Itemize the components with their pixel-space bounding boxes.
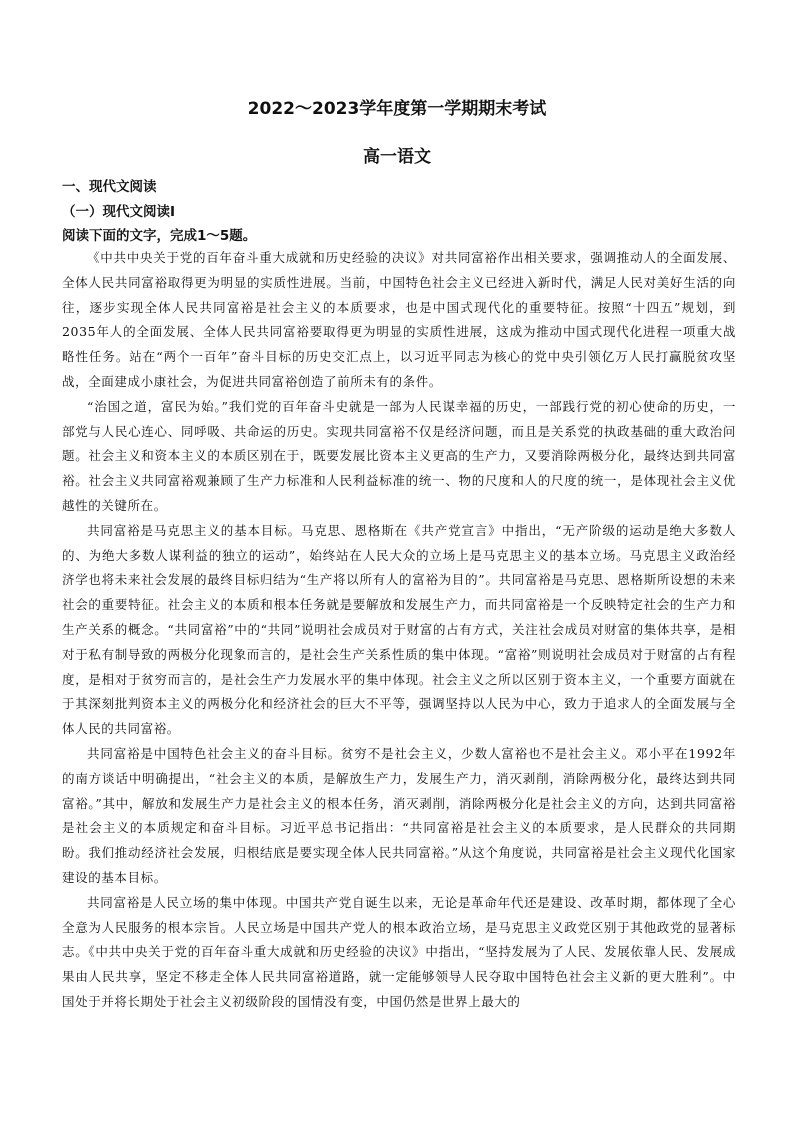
reading-passage xyxy=(62,246,736,1015)
section-heading: 一、现代文阅读 xyxy=(62,179,157,195)
passage-paragraph: 共同富裕是人民立场的集中体现。中国共产党自诞生以来，无论是革命年代还是建设、改革时期，都体现了全心全意为人民服务的根本宗旨。人民立场是中国共产党人的根本政治立场，是马克思主义政党区别于其他政党的显著标志。《中共中央关于党的百年奋斗重大成就和历史经验的决议》中指出，“坚持发展为了人民、发展依靠人民、发展成果由人民共享，坚定不移走全体人民共同富裕道路，就一定能够领导人民夺取中国特色社会主义新的更大胜利”。中国处于并将长期处于社会主义初级阶段的国情没有变，中国仍然是世界上最大的 xyxy=(62,894,736,1009)
passage-paragraph: 共同富裕是马克思主义的基本目标。马克思、恩格斯在《共产党宣言》中指出，“无产阶级的运动是绝大多数人的、为绝大多数人谋利益的独立的运动”，始终站在人民大众的立场上是马克思主义的基本立场。马克思主义政治经济学也将未来社会发展的最终目标归结为“生产将以所有人的富裕为目的”。共同富裕是马克思、恩格斯所设想的未来社会的重要特征。社会主义的本质和根本任务就是要解放和发展生产力，而共同富裕是一个反映特定社会的生产力和生产关系的概念。“共同富裕”中的“共同”说明社会成员对于财富的占有方式，关注社会成员对财富的集体共享，是相对于私有制导致的两极分化现象而言的，是社会生产关系性质的集中体现。“富裕”则说明社会成员对于财富的占有程度，是相对于贫穷而言的，是社会生产力发展水平的集中体现。社会主义之所以区别于资本主义，一个重要方面就在于其深刻批判资本主义的两极分化和经济社会的巨大不平等，强调坚持以人民为中心，致力于追求人的全面发展与全体人民的共同富裕。 xyxy=(62,522,736,737)
exam-title: 2022～2023学年度第一学期期末考试 xyxy=(247,99,547,119)
passage-paragraph: “治国之道，富民为始。”我们党的百年奋斗史就是一部为人民谋幸福的历史，一部践行党的初心使命的历史，一部党与人民心连心、同呼吸、共命运的历史。实现共同富裕不仅是经济问题，而且是关系党的执政基础的重大政治问题。社会主义和资本主义的本质区别在于，既要发展比资本主义更高的生产力，又要消除两极分化，最终达到共同富裕。社会主义共同富裕观兼顾了生产力标准和人民利益标准的统一、物的尺度和人的尺度的统一，是体现社会主义优越性的关键所在。 xyxy=(62,398,736,513)
exam-subject: 高一语文 xyxy=(363,147,431,167)
passage-paragraph: 《中共中央关于党的百年奋斗重大成就和历史经验的决议》对共同富裕作出相关要求，强调推动人的全面发展、全体人民共同富裕取得更为明显的实质性进展。当前，中国特色社会主义已经进入新时代，满足人民对美好生活的向往，逐步实现全体人民共同富裕是社会主义的本质要求，也是中国式现代化的重要特征。按照“十四五”规划，到2035年人的全面发展、全体人民共同富裕要取得更为明显的实质性进展，这成为推动中国式现代化进程一项重大战略性任务。站在“两个一百年”奋斗目标的历史交汇点上，以习近平同志为核心的党中央引领亿万人民打赢脱贫攻坚战，全面建成小康社会，为促进共同富裕创造了前所未有的条件。 xyxy=(62,250,736,389)
passage-paragraph: 共同富裕是中国特色社会主义的奋斗目标。贫穷不是社会主义，少数人富裕也不是社会主义。邓小平在1992年的南方谈话中明确提出，“社会主义的本质，是解放生产力，发展生产力，消灭剥削，消除两极分化，最终达到共同富裕。”其中，解放和发展生产力是社会主义的根本任务，消灭剥削，消除两极分化是社会主义的方向，达到共同富裕是社会主义的本质规定和奋斗目标。习近平总书记指出：“共同富裕是社会主义的本质要求，是人民群众的共同期盼。我们推动经济社会发展，归根结底是要实现全体人民共同富裕。”从这个角度说，共同富裕是社会主义现代化国家建设的基本目标。 xyxy=(62,745,736,885)
reading-instruction: 阅读下面的文字，完成1～5题。 xyxy=(62,228,257,244)
subsection-heading: （一）现代文阅读Ⅰ xyxy=(62,204,176,220)
